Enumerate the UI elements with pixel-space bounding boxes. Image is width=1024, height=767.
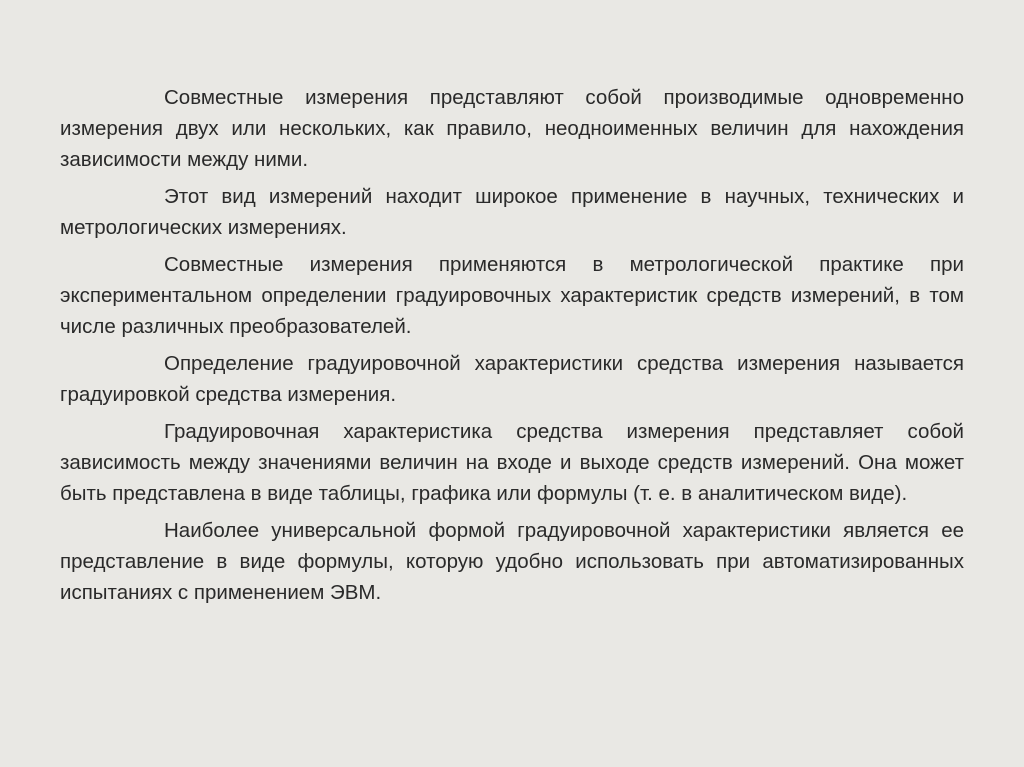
paragraph-5: Градуировочная характеристика средства измерения представляет собой зависимость между значениями величин на входе и выходе средств измерений. Она может быть представлена в виде таблицы, графика или формулы (т. е. в аналитическом виде).	[60, 420, 964, 505]
paragraph-3: Совместные измерения применяются в метрологической практике при экспериментальном определении градуировочных характеристик средств измерений, в том числе различных преобразователей.	[60, 253, 964, 338]
paragraph-6: Наиболее универсальной формой градуировочной характеристики является ее представление в виде формулы, которую удобно использовать при автоматизированных испытаниях с применением ЭВМ.	[60, 519, 964, 604]
paragraph-2: Этот вид измерений находит широкое применение в научных, технических и метрологических измерениях.	[60, 185, 964, 239]
slide-body	[60, 82, 964, 614]
paragraph-4: Определение градуировочной характеристики средства измерения называется градуировкой средства измерения.	[60, 352, 964, 406]
paragraph-1: Совместные измерения представляют собой производимые одновременно измерения двух или нескольких, как правило, неодноименных величин для нахождения зависимости между ними.	[60, 86, 964, 171]
